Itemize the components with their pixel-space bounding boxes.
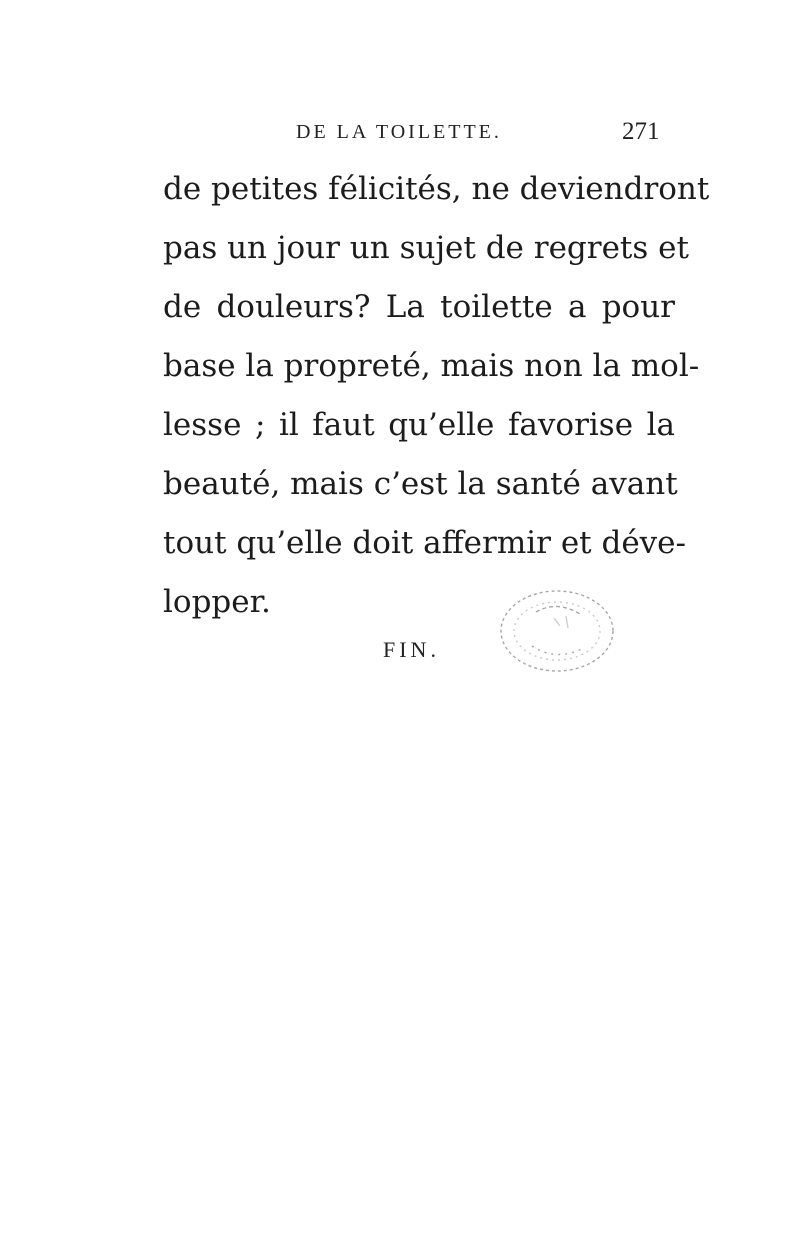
- text-line: lesse ; il faut qu’elle favorise la: [163, 407, 675, 443]
- running-title: DE LA TOILETTE.: [296, 121, 502, 143]
- library-stamp-icon: [496, 582, 618, 680]
- text-line: de douleurs? La toilette a pour: [163, 289, 675, 325]
- text-line: de petites félicités, ne deviendront: [163, 171, 710, 207]
- body-text: [163, 160, 710, 632]
- text-line: beauté, mais c’est la santé avant: [163, 466, 678, 502]
- text-line-last: lopper.: [163, 584, 271, 620]
- fin-label: FIN.: [383, 637, 440, 662]
- text-line: pas un jour un sujet de regrets et: [163, 230, 689, 266]
- text-line: tout qu’elle doit affermir et déve-: [163, 525, 687, 561]
- page-number: 271: [622, 118, 660, 145]
- text-line: base la propreté, mais non la mol-: [163, 348, 700, 384]
